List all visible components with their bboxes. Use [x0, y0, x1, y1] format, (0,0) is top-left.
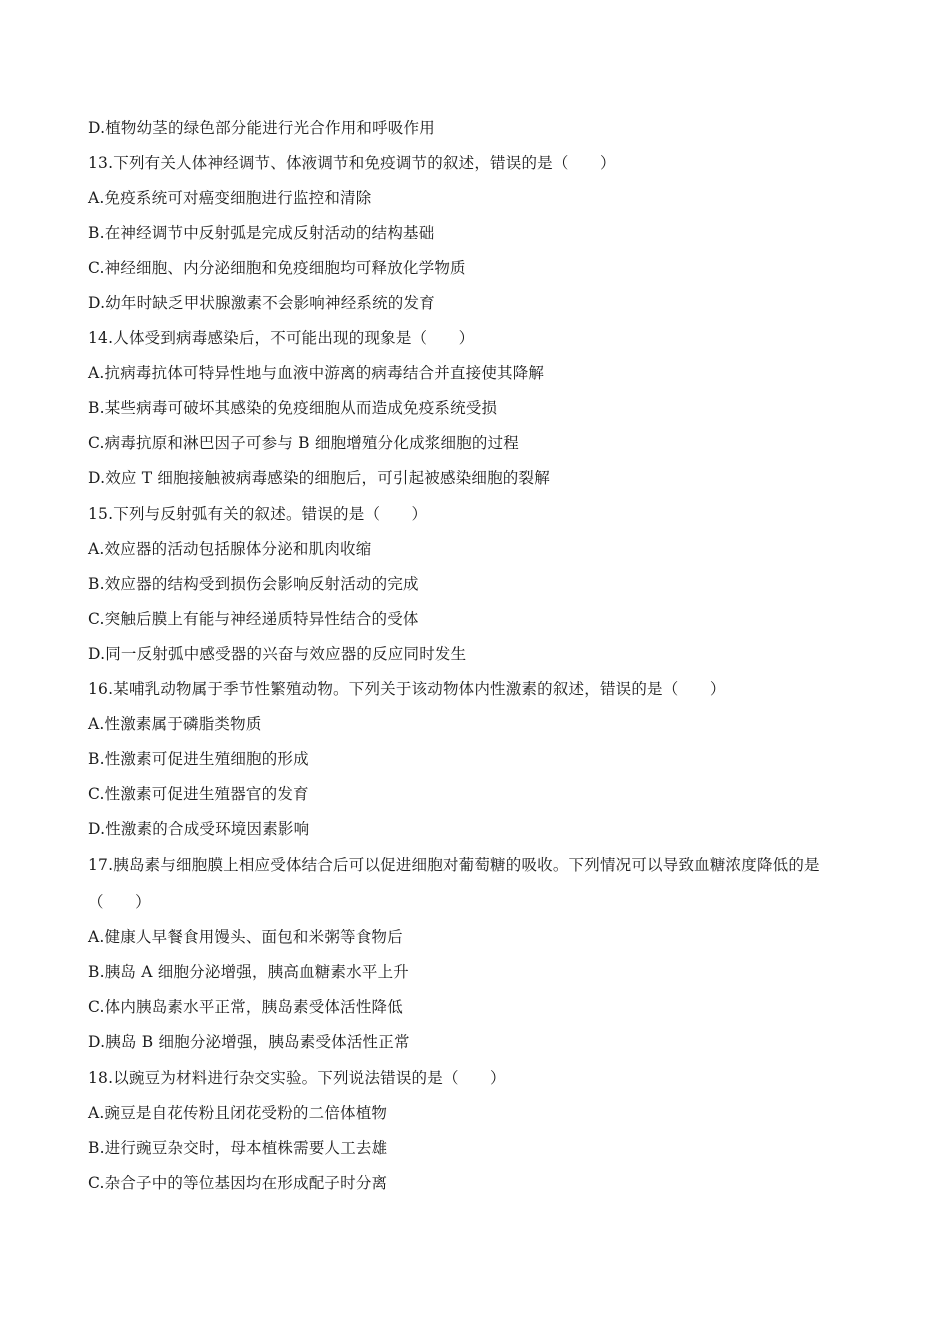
q15-question: 15.下列与反射弧有关的叙述。错误的是（ ）	[88, 505, 428, 523]
q16-option-c: C.性激素可促进生殖器官的发育	[88, 785, 309, 803]
q13-option-c: C.神经细胞、内分泌细胞和免疫细胞均可释放化学物质	[88, 259, 466, 277]
q16-option-b: B.性激素可促进生殖细胞的形成	[88, 750, 309, 768]
q15-option-d: D.同一反射弧中感受器的兴奋与效应器的反应同时发生	[88, 645, 467, 663]
q17-option-d: D.胰岛 B 细胞分泌增强，胰岛素受体活性正常	[88, 1033, 410, 1051]
q18-question: 18.以豌豆为材料进行杂交实验。下列说法错误的是（ ）	[88, 1069, 506, 1087]
q16-option-d: D.性激素的合成受环境因素影响	[88, 820, 310, 838]
q13-option-b: B.在神经调节中反射弧是完成反射活动的结构基础	[88, 224, 435, 242]
q17-question-bracket: （ ）	[88, 893, 151, 911]
q18-option-b: B.进行豌豆杂交时，母本植株需要人工去雄	[88, 1139, 388, 1157]
q15-option-c: C.突触后膜上有能与神经递质特异性结合的受体	[88, 610, 419, 628]
q15-option-b: B.效应器的结构受到损伤会影响反射活动的完成	[88, 575, 419, 593]
q17-option-a: A.健康人早餐食用馒头、面包和米粥等食物后	[88, 928, 403, 946]
q13-option-d: D.幼年时缺乏甲状腺激素不会影响神经系统的发育	[88, 294, 435, 312]
q16-option-a: A.性激素属于磷脂类物质	[88, 715, 262, 733]
q17-option-b: B.胰岛 A 细胞分泌增强，胰高血糖素水平上升	[88, 963, 409, 981]
q13-option-a: A.免疫系统可对癌变细胞进行监控和清除	[88, 189, 372, 207]
q14-option-c: C.病毒抗原和淋巴因子可参与 B 细胞增殖分化成浆细胞的过程	[88, 434, 519, 452]
q14-option-d: D.效应 T 细胞接触被病毒感染的细胞后，可引起被感染细胞的裂解	[88, 469, 550, 487]
q12-option-d: D.植物幼茎的绿色部分能进行光合作用和呼吸作用	[88, 119, 435, 137]
q18-option-a: A.豌豆是自花传粉且闭花受粉的二倍体植物	[88, 1104, 388, 1122]
q17-question: 17.胰岛素与细胞膜上相应受体结合后可以促进细胞对葡萄糖的吸收。下列情况可以导致血糖浓度降低的是	[88, 856, 820, 874]
q14-option-a: A.抗病毒抗体可特异性地与血液中游离的病毒结合并直接使其降解	[88, 364, 545, 382]
q15-option-a: A.效应器的活动包括腺体分泌和肌肉收缩	[88, 540, 372, 558]
q13-question: 13.下列有关人体神经调节、体液调节和免疫调节的叙述，错误的是（ ）	[88, 154, 616, 172]
q14-option-b: B.某些病毒可破坏其感染的免疫细胞从而造成免疫系统受损	[88, 399, 498, 417]
q18-option-c: C.杂合子中的等位基因均在形成配子时分离	[88, 1174, 388, 1192]
q17-option-c: C.体内胰岛素水平正常，胰岛素受体活性降低	[88, 998, 403, 1016]
q14-question: 14.人体受到病毒感染后，不可能出现的现象是（ ）	[88, 329, 475, 347]
q16-question: 16.某哺乳动物属于季节性繁殖动物。下列关于该动物体内性激素的叙述，错误的是（ ）	[88, 680, 726, 698]
